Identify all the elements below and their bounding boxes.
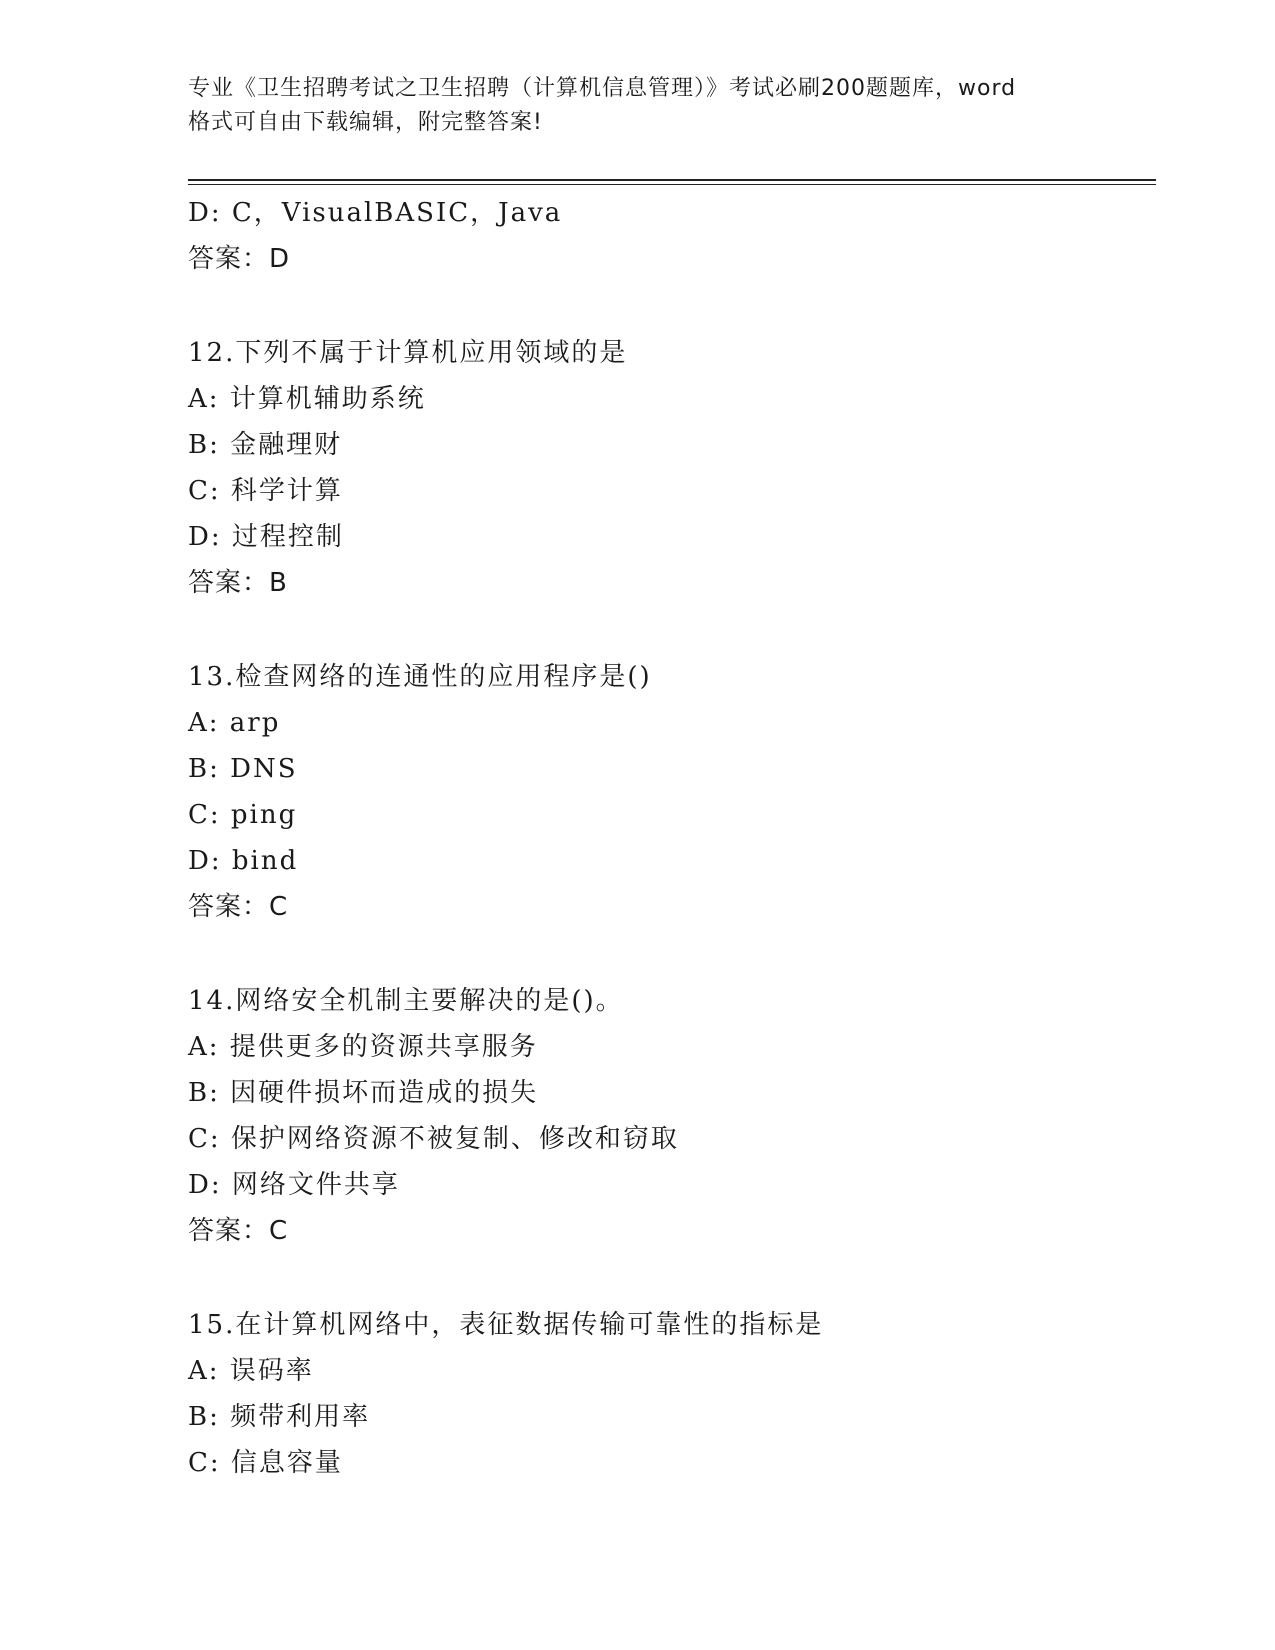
- option-a: A: 提供更多的资源共享服务: [188, 1032, 538, 1062]
- answer-line: 答案：D: [188, 244, 291, 274]
- document-header: [188, 72, 1098, 140]
- option-b: B: 金融理财: [188, 430, 343, 460]
- option-b: B: 频带利用率: [188, 1402, 371, 1432]
- option-a: A: arp: [188, 708, 281, 738]
- header-divider-thin: [188, 184, 1156, 185]
- option-d: D: bind: [188, 846, 299, 876]
- header-line-1: 专业《卫生招聘考试之卫生招聘（计算机信息管理）》考试必刷200题题库，word: [188, 76, 1017, 101]
- option-c: C: ping: [188, 800, 298, 830]
- option-d: D: 过程控制: [188, 522, 344, 552]
- option-b: B: DNS: [188, 754, 298, 784]
- option-a: A: 误码率: [188, 1356, 314, 1386]
- document-body: [188, 190, 1168, 1486]
- answer-line: 答案：C: [188, 892, 289, 922]
- answer-line: 答案：C: [188, 1216, 289, 1246]
- option-b: B: 因硬件损坏而造成的损失: [188, 1078, 539, 1108]
- header-divider: [188, 179, 1156, 181]
- question-stem: 15.在计算机网络中，表征数据传输可靠性的指标是: [188, 1310, 824, 1340]
- question-stem: 13.检查网络的连通性的应用程序是(): [188, 662, 652, 692]
- header-line-2: 格式可自由下载编辑，附完整答案!: [188, 110, 543, 135]
- option-c: C: 信息容量: [188, 1448, 343, 1478]
- option-c: C: 保护网络资源不被复制、修改和窃取: [188, 1124, 679, 1154]
- option-d: D: 网络文件共享: [188, 1170, 400, 1200]
- question-stem: 12.下列不属于计算机应用领域的是: [188, 338, 628, 368]
- option-a: A: 计算机辅助系统: [188, 384, 426, 414]
- option-c: C: 科学计算: [188, 476, 343, 506]
- option-d: D: C，VisualBASIC，Java: [188, 198, 563, 228]
- answer-line: 答案：B: [188, 568, 288, 598]
- question-stem: 14.网络安全机制主要解决的是()。: [188, 986, 624, 1016]
